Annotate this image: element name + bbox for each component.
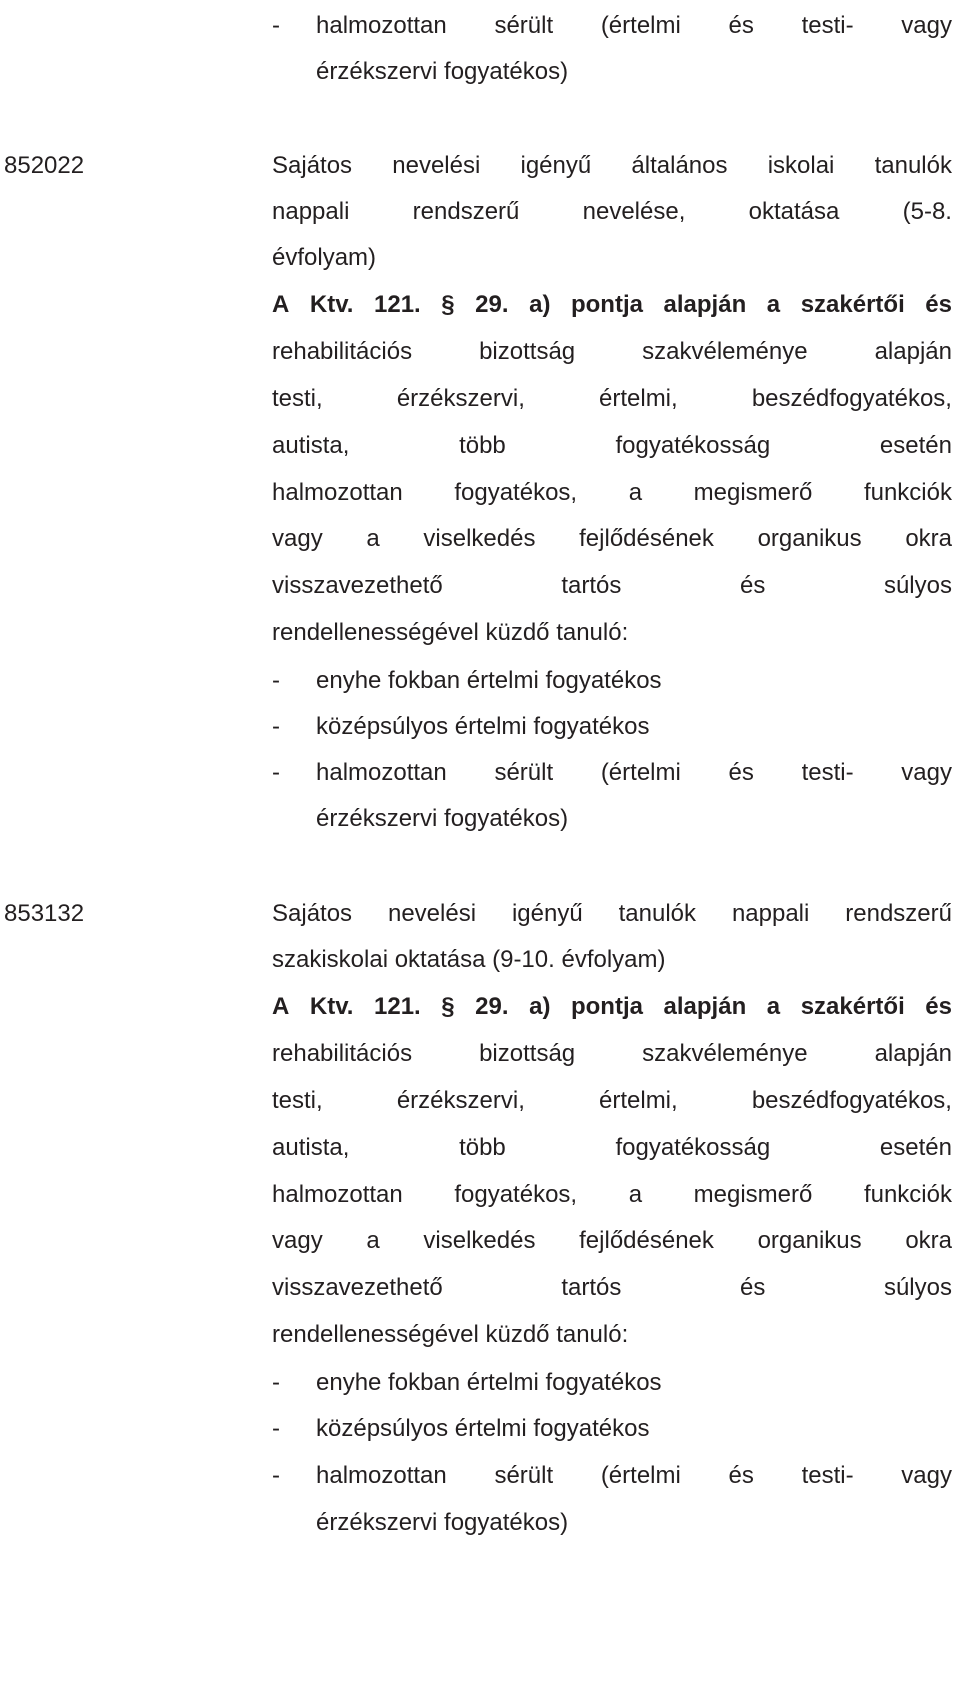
legal-text-line: rehabilitációs bizottság szakvéleménye alapján	[272, 338, 952, 365]
legal-text-line: testi, érzékszervi, értelmi, beszédfogyatékos,	[272, 1087, 952, 1114]
legal-text-line: halmozottan fogyatékos, a megismerő funkciók	[272, 479, 952, 506]
list-item-continuation: érzékszervi fogyatékos)	[316, 58, 569, 85]
list-item: középsúlyos értelmi fogyatékos	[316, 713, 650, 740]
list-dash: -	[272, 667, 280, 694]
list-dash: -	[272, 1369, 280, 1396]
list-item-continuation: érzékszervi fogyatékos)	[316, 805, 569, 832]
list-item-line: halmozottan sérült (értelmi és testi- vagy	[316, 1462, 952, 1489]
legal-text-line: vagy a viselkedés fejlődésének organikus okra	[272, 1227, 952, 1254]
legal-text-line: visszavezethető tartós és súlyos	[272, 1274, 952, 1301]
legal-text-line: autista, több fogyatékosság esetén	[272, 432, 952, 459]
legal-text-line: visszavezethető tartós és súlyos	[272, 572, 952, 599]
legal-text-line: A Ktv. 121. § 29. a) pontja alapján a szakértői és	[272, 291, 952, 318]
entry-title-line: Sajátos nevelési igényű tanulók nappali rendszerű	[272, 900, 952, 927]
legal-text-line: testi, érzékszervi, értelmi, beszédfogyatékos,	[272, 385, 952, 412]
list-dash: -	[272, 1415, 280, 1442]
legal-text-line: autista, több fogyatékosság esetén	[272, 1134, 952, 1161]
entry-title-line: évfolyam)	[272, 244, 377, 271]
entry-title-line: Sajátos nevelési igényű általános iskolai tanulók	[272, 152, 952, 179]
entry-title-line: szakiskolai oktatása (9-10. évfolyam)	[272, 946, 666, 973]
entry-code: 853132	[4, 900, 85, 927]
list-dash: -	[272, 713, 280, 740]
legal-text-line: rendellenességével küzdő tanuló:	[272, 1321, 629, 1348]
list-item-continuation: érzékszervi fogyatékos)	[316, 1509, 569, 1536]
list-item: enyhe fokban értelmi fogyatékos	[316, 1369, 662, 1396]
list-item-line: halmozottan sérült (értelmi és testi- vagy	[316, 759, 952, 786]
legal-text-line: rehabilitációs bizottság szakvéleménye alapján	[272, 1040, 952, 1067]
entry-title-line: nappali rendszerű nevelése, oktatása (5-8.	[272, 198, 952, 225]
list-dash: -	[272, 759, 280, 786]
list-item: középsúlyos értelmi fogyatékos	[316, 1415, 650, 1442]
entry-code: 852022	[4, 152, 85, 179]
list-dash: -	[272, 12, 280, 39]
list-dash: -	[272, 1462, 280, 1489]
legal-text-line: halmozottan fogyatékos, a megismerő funkciók	[272, 1181, 952, 1208]
list-item-line: halmozottan sérült (értelmi és testi- vagy	[316, 12, 952, 39]
legal-text-line: A Ktv. 121. § 29. a) pontja alapján a szakértői és	[272, 993, 952, 1020]
legal-text-line: vagy a viselkedés fejlődésének organikus okra	[272, 525, 952, 552]
list-item: enyhe fokban értelmi fogyatékos	[316, 667, 662, 694]
legal-text-line: rendellenességével küzdő tanuló:	[272, 619, 629, 646]
